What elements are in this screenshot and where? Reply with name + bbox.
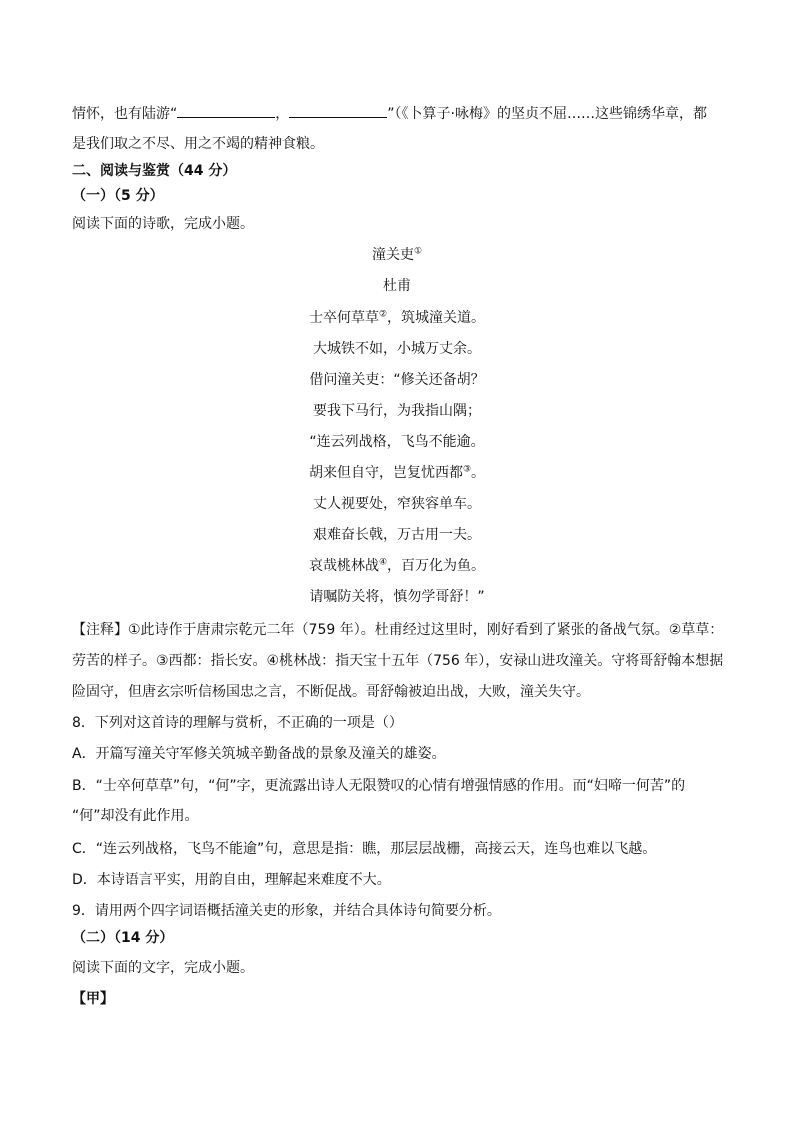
poem-text: ，筑城潼关道。	[387, 310, 486, 326]
poem-text: 哀哉桃林战	[308, 558, 379, 574]
poem-line: 丈人视要处，窄狭容单车。	[313, 496, 481, 512]
notes-line: 【注释】①此诗作于唐肃宗乾元二年（759 年）。杜甫经过这里时，刚好看到了紧张的备战气氛。②草草：	[72, 622, 724, 638]
intro-line-2: 是我们取之不尽、用之不竭的精神食粮。	[72, 136, 324, 152]
intro-text: 情怀，也有陆游“	[72, 106, 178, 122]
poem-line	[0, 308, 794, 328]
intro-comma: ，	[275, 106, 290, 122]
footnote-marker: ①	[413, 246, 423, 257]
question-8-option-c[interactable]: C．“连云列战格，飞鸟不能逾”句，意思是指：瞧，那层层战栅，高接云天，连鸟也难以飞越。	[72, 841, 657, 857]
question-8-option-a[interactable]: A．开篇写潼关守军修关筑城辛勤备战的景象及潼关的雄姿。	[72, 746, 446, 762]
poem-line: 大城铁不如，小城万丈余。	[313, 341, 481, 357]
part-two-heading: （二）（14 分）	[72, 930, 174, 946]
fill-blank-1[interactable]	[177, 103, 275, 118]
poem-line: 要我下马行，为我指山隅；	[313, 403, 481, 419]
section-heading: 二、阅读与鉴赏（44 分）	[72, 163, 237, 179]
poem-title-text: 潼关吏	[371, 247, 414, 263]
poem-line	[0, 556, 794, 576]
footnote-marker: ④	[378, 557, 388, 568]
part-one-heading: （一）（5 分）	[72, 188, 164, 204]
question-8-stem: 8．下列对这首诗的理解与赏析，不正确的一项是（）	[72, 715, 403, 731]
poem-line: 请嘱防关将，慎勿学哥舒！”	[309, 589, 485, 605]
question-9-stem: 9．请用两个四字词语概括潼关吏的形象，并结合具体诗句简要分析。	[72, 903, 501, 919]
poem-line: “连云列战格，飞鸟不能逾。	[309, 434, 485, 450]
poem-text: 胡来但自守，岂复忧西都	[308, 465, 463, 481]
poem-text: 。	[471, 465, 486, 481]
question-8-option-b-cont: “何”却没有此作用。	[72, 808, 199, 824]
intro-line-1	[72, 103, 732, 124]
poem-title	[0, 245, 794, 265]
part-one-instruction: 阅读下面的诗歌，完成小题。	[72, 216, 254, 232]
question-8-option-d[interactable]: D．本诗语言平实，用韵自由，理解起来难度不大。	[72, 872, 391, 888]
footnote-marker: ②	[378, 309, 388, 320]
passage-label: 【甲】	[72, 991, 114, 1007]
notes-line: 劳苦的样子。③西都：指长安。④桃林战：指天宝十五年（756 年），安禄山进攻潼关。守将哥舒翰本想据	[72, 653, 724, 669]
intro-text: ”（《卜算子·咏梅》的坚贞不屈……这些锦绣华章，都	[387, 106, 707, 122]
part-two-instruction: 阅读下面的文字，完成小题。	[72, 960, 254, 976]
poem-text: ，百万化为鱼。	[387, 558, 486, 574]
notes-line: 险固守，但唐玄宗听信杨国忠之言，不断促战。哥舒翰被迫出战，大败，潼关失守。	[72, 684, 590, 700]
footnote-marker: ③	[462, 464, 472, 475]
fill-blank-2[interactable]	[289, 103, 387, 118]
question-8-option-b[interactable]: B．“士卒何草草”句，“何”字，更流露出诗人无限赞叹的心情有增强情感的作用。而“妇啼一何苦”的	[72, 778, 686, 794]
poem-line: 艰难奋长戟，万古用一夫。	[313, 527, 481, 543]
poem-line	[0, 463, 794, 483]
poem-author: 杜甫	[383, 278, 411, 294]
poem-line: 借问潼关吏：“修关还备胡？	[309, 372, 485, 388]
poem-text: 士卒何草草	[308, 310, 379, 326]
